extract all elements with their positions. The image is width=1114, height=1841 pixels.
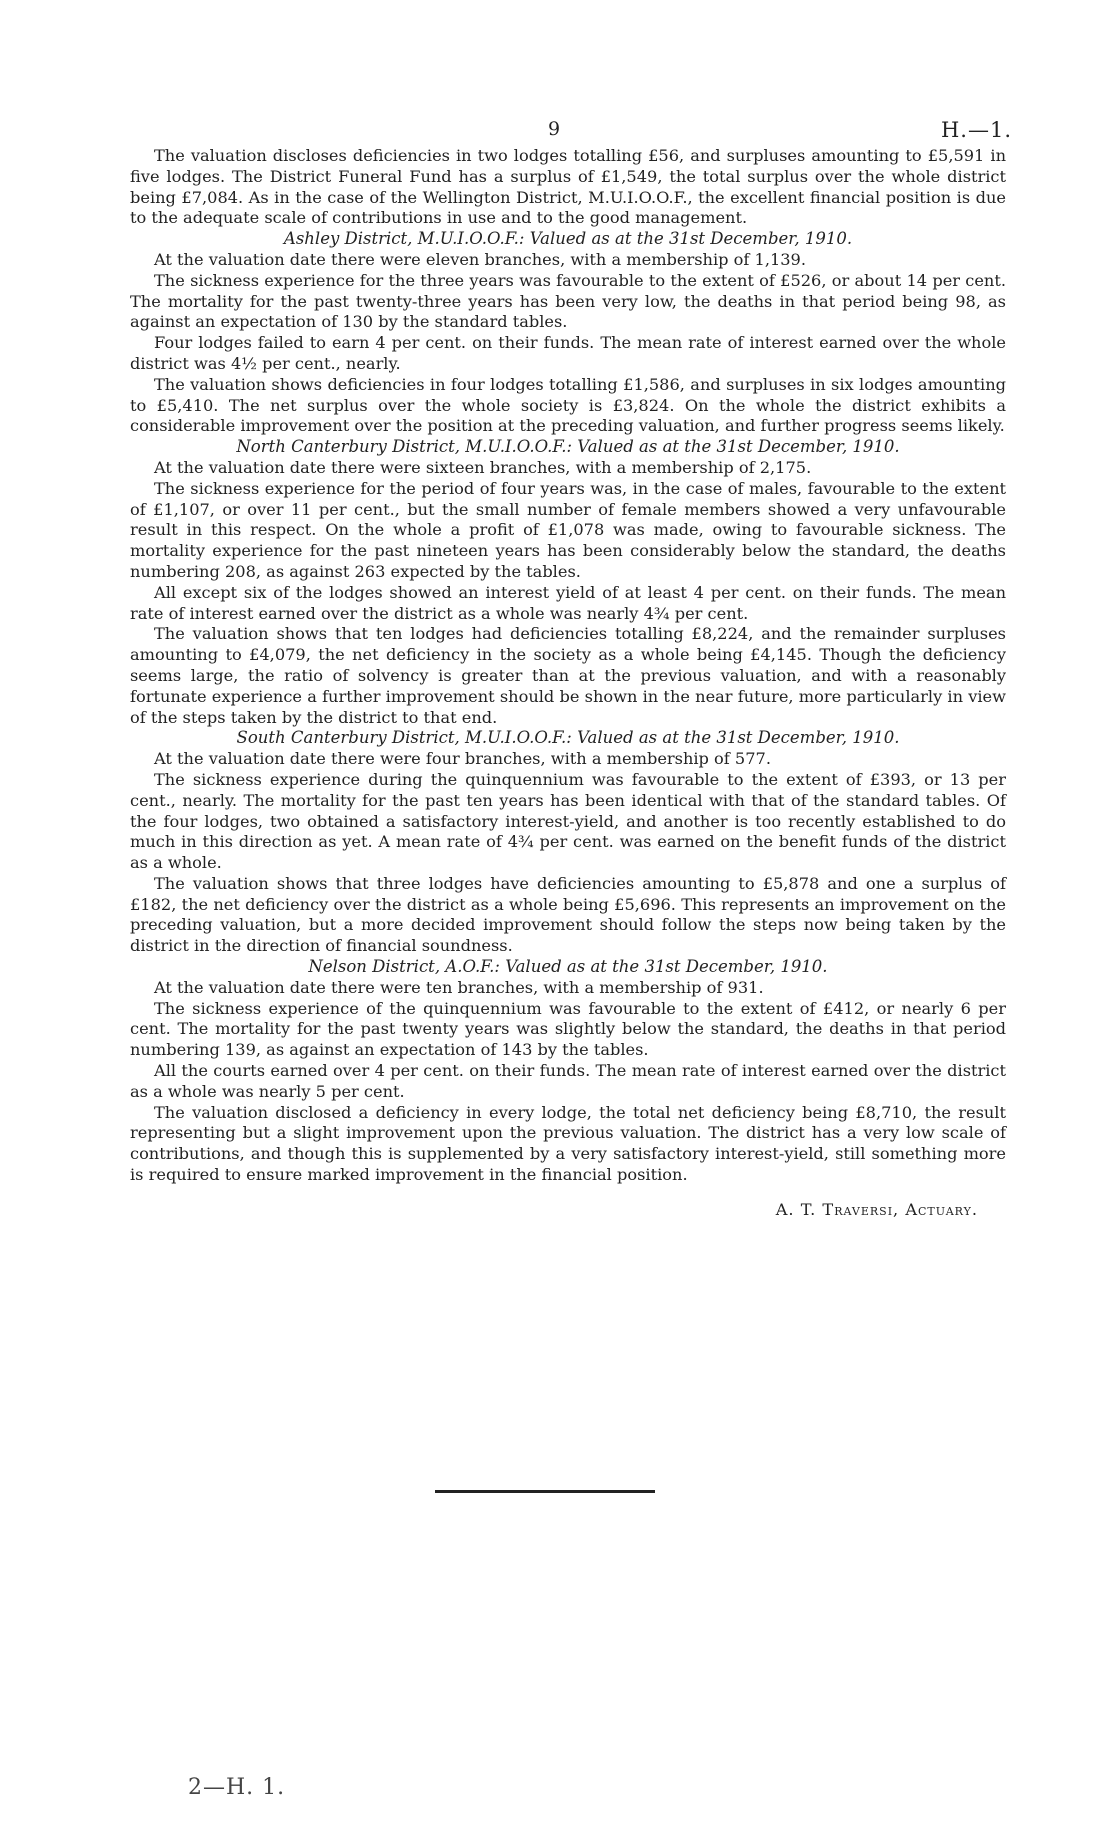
document-reference: H.—1.: [940, 118, 1012, 142]
closing-rule: [435, 1490, 655, 1493]
paragraph: Four lodges failed to earn 4 per cent. on their funds. The mean rate of interest earned over the whole district was 4½ per cent., nearly.: [130, 333, 1006, 373]
intro-paragraph: The valuation discloses deficiencies in two lodges totalling £56, and surpluses amounting to £5,591 in five lodges. The District Funeral Fund has a surplus of £1,549, the total surplus over the whole district being £7,084. As in the case of the Wellington District, M.U.I.O.O.F., the excellent financial position is due to the adequate scale of contributions in use and to the good management.: [130, 146, 1006, 228]
section-ashley: [130, 229, 1006, 437]
paragraph: The sickness experience for the three years was favourable to the extent of £526, or about 14 per cent. The mortality for the past twenty-three years has been very low, the deaths in that period being 98, as against an expectation of 130 by the standard tables.: [130, 270, 1006, 332]
paragraph: The sickness experience during the quinquennium was favourable to the extent of £393, or 13 per cent., nearly. The mortality for the past ten years has been identical with that of the standard tables. Of the four lodges, two obtained a satisfactory interest-yield, and another is too recently established to do much in this direction as yet. A mean rate of 4¾ per cent. was earned on the benefit funds of the district as a whole.: [130, 769, 1006, 873]
sheet-reference: 2—H. 1.: [188, 1775, 286, 1800]
section-heading: North Canterbury District, M.U.I.O.O.F.: Valued as at the 31st December, 1910.: [236, 437, 900, 457]
section-north-canterbury: [130, 437, 1006, 728]
section-heading: South Canterbury District, M.U.I.O.O.F.: Valued as at the 31st December, 1910.: [236, 728, 900, 748]
report-body: [130, 146, 1006, 1221]
section-south-canterbury: [130, 728, 1006, 957]
section-heading: Ashley District, M.U.I.O.O.F.: Valued as at the 31st December, 1910.: [283, 229, 853, 249]
paragraph: At the valuation date there were eleven branches, with a membership of 1,139.: [154, 249, 807, 269]
paragraph: The sickness experience for the period of four years was, in the case of males, favourable to the extent of £1,107, or over 11 per cent., but the small number of female members showed a very unfavourable result in this respect. On the whole a profit of £1,078 was made, owing to favourable sickness. The mortality experience for the past nineteen years has been considerably below the standard, the deaths numbering 208, as against 263 expected by the tables.: [130, 478, 1006, 581]
paragraph: At the valuation date there were four branches, with a membership of 577.: [154, 749, 771, 769]
section-nelson: [130, 957, 1006, 1186]
actuary-signature: A. T. Traversi, Actuary.: [775, 1199, 978, 1219]
paragraph: The valuation shows deficiencies in four lodges totalling £1,586, and surpluses in six lodges amounting to £5,410. The net surplus over the whole society is £3,824. On the whole the district exhibits a considerable improvement over the position at the preceding valuation, and further progress seems likely.: [130, 374, 1006, 436]
page-number: 9: [548, 118, 561, 140]
paragraph: All the courts earned over 4 per cent. on their funds. The mean rate of interest earned over the district as a whole was nearly 5 per cent.: [130, 1061, 1006, 1101]
paragraph: All except six of the lodges showed an interest yield of at least 4 per cent. on their funds. The mean rate of interest earned over the district as a whole was nearly 4¾ per cent.: [130, 582, 1006, 623]
paragraph: The valuation shows that three lodges have deficiencies amounting to £5,878 and one a surplus of £182, the net deficiency over the district as a whole being £5,696. This represents an improvement on the preceding valuation, but a more decided improvement should follow the steps now being taken by the district in the direction of financial soundness.: [130, 873, 1006, 956]
paragraph: The sickness experience of the quinquennium was favourable to the extent of £412, or nearly 6 per cent. The mortality for the past twenty years was slightly below the standard, the deaths in that period numbering 139, as against an expectation of 143 by the tables.: [130, 998, 1006, 1060]
paragraph: At the valuation date there were sixteen branches, with a membership of 2,175.: [154, 457, 812, 477]
paragraph: The valuation disclosed a deficiency in every lodge, the total net deficiency being £8,710, the result representing but a slight improvement upon the previous valuation. The district has a very low scale of contributions, and though this is supplemented by a very satisfactory interest-yield, still something more is required to ensure marked improvement in the financial position.: [130, 1102, 1006, 1185]
paragraph: The valuation shows that ten lodges had deficiencies totalling £8,224, and the remainder surpluses amounting to £4,079, the net deficiency in the society as a whole being £4,145. Though the deficiency seems large, the ratio of solvency is greater than at the previous valuation, and with a reasonably fortunate experience a further improvement should be shown in the near future, more particularly in view of the steps taken by the district to that end.: [130, 624, 1006, 727]
section-heading: Nelson District, A.O.F.: Valued as at the 31st December, 1910.: [308, 957, 828, 977]
paragraph: At the valuation date there were ten branches, with a membership of 931.: [154, 977, 764, 997]
